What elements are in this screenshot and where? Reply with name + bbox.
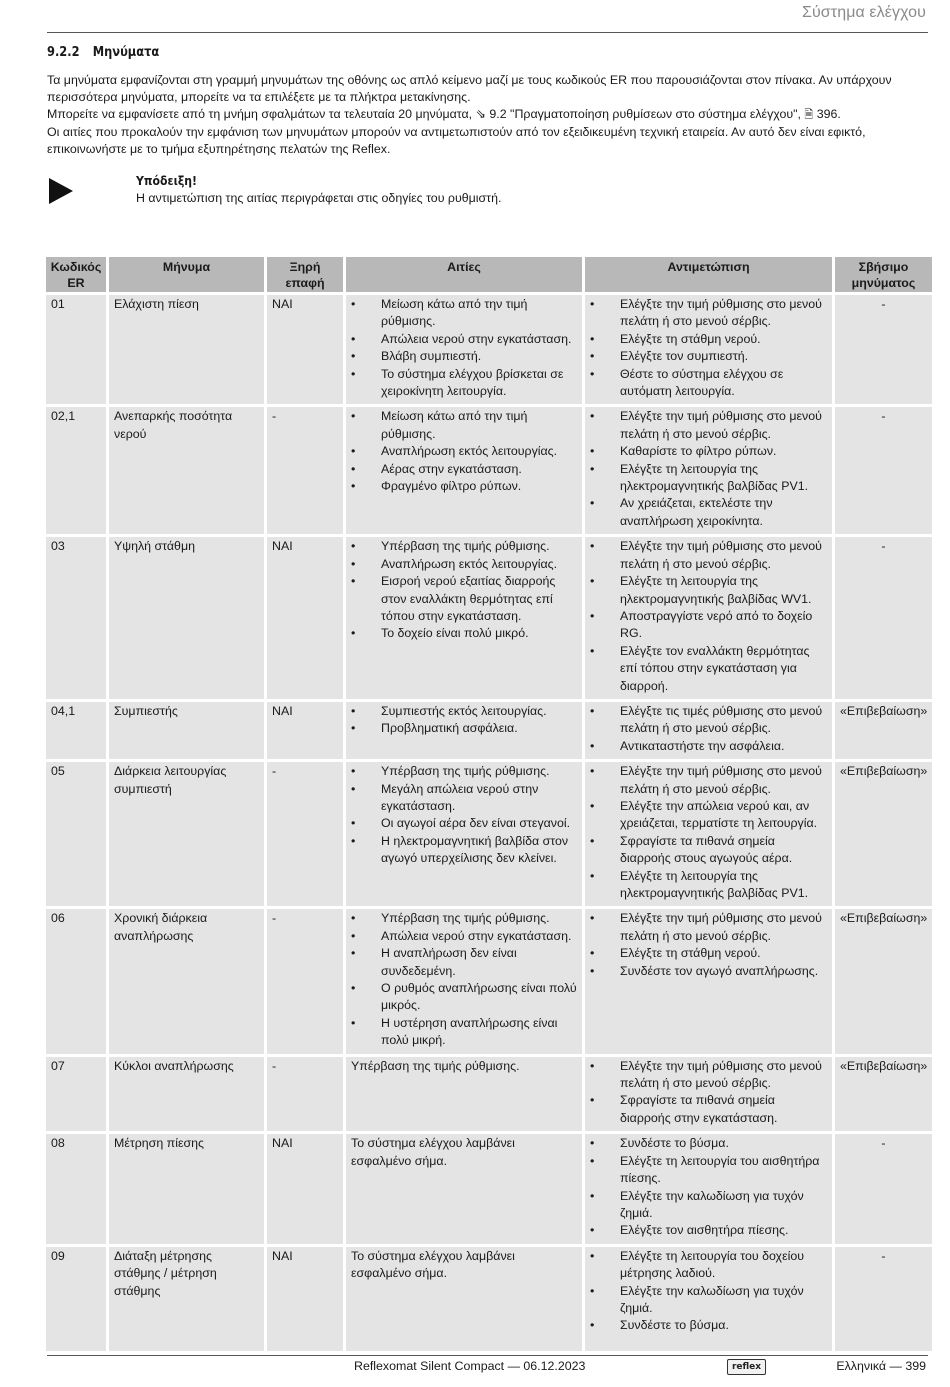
list-item: • Ελέγξτε τον αισθητήρα πίεσης.	[590, 1222, 827, 1239]
list-item: • Το δοχείο είναι πολύ μικρό.	[351, 625, 577, 642]
cell-message: Συμπιεστής	[109, 702, 264, 759]
cross-reference-icon: ⇘	[475, 107, 486, 121]
list-item: • Βλάβη συμπιεστή.	[351, 348, 577, 365]
cell-causes: Το σύστημα ελέγχου λαμβάνει εσφαλμένο σήμα.	[346, 1247, 582, 1351]
list-item: • Οι αγωγοί αέρα δεν είναι στεγανοί.	[351, 815, 577, 832]
cell-causes	[346, 702, 582, 759]
list-item: • Συνδέστε το βύσμα.	[590, 1317, 827, 1334]
intro-p2-text: Μπορείτε να εμφανίσετε από τη μνήμη σφαλμάτων τα τελευταία 20 μηνύματα,	[47, 107, 476, 121]
cell-clear: «Επιβεβαίωση»	[835, 702, 932, 759]
list-item: • Ο ρυθμός αναπλήρωσης είναι πολύ μικρός.	[351, 980, 577, 1015]
list-item: • Ελέγξτε τη λειτουργία της ηλεκτρομαγνητικής βαλβίδας PV1.	[590, 868, 827, 903]
list-item: • Αναπλήρωση εκτός λειτουργίας.	[351, 556, 577, 573]
list-item: • Ελέγξτε τη λειτουργία της ηλεκτρομαγνητικής βαλβίδας WV1.	[590, 573, 827, 608]
cell-clear: «Επιβεβαίωση»	[835, 762, 932, 906]
list-item: • Συμπιεστής εκτός λειτουργίας.	[351, 703, 577, 720]
cell-dry-contact: ΝΑΙ	[267, 702, 343, 759]
cell-dry-contact: -	[267, 407, 343, 534]
header-code: Κωδικός ER	[46, 257, 106, 292]
cell-clear: «Επιβεβαίωση»	[835, 909, 932, 1053]
list-item: • Ελέγξτε τη λειτουργία της ηλεκτρομαγνητικής βαλβίδας PV1.	[590, 461, 827, 496]
header-dry-contact: Ξηρή επαφή	[267, 257, 343, 292]
remedy-list	[590, 408, 827, 530]
causes-list	[351, 296, 577, 400]
cell-message: Χρονική διάρκεια αναπλήρωσης	[109, 909, 264, 1053]
remedy-list	[590, 296, 827, 400]
table-row	[46, 537, 932, 699]
section-number: 9.2.2	[47, 45, 80, 60]
table-row	[46, 407, 932, 534]
cell-causes	[346, 407, 582, 534]
cell-remedy	[585, 407, 832, 534]
header-message: Μήνυμα	[109, 257, 264, 292]
cell-causes	[346, 909, 582, 1053]
list-item: • Αναπλήρωση εκτός λειτουργίας.	[351, 443, 577, 460]
list-item: • Απώλεια νερού στην εγκατάσταση.	[351, 928, 577, 945]
cell-code: 05	[46, 762, 106, 906]
list-item: • Ελέγξτε την καλωδίωση για τυχόν ζημιά.	[590, 1283, 827, 1318]
intro-paragraph-3: Οι αιτίες που προκαλούν την εμφάνιση των μηνυμάτων μπορούν να αντιμετωπιστούν από τον εξειδικευμένη τεχνική εταιρεία. Αν αυτό δεν είναι εφικτό, επικοινωνήστε με το τμήμα εξυπηρέτησης πελατών της Reflex.	[47, 125, 866, 156]
cell-remedy	[585, 295, 832, 404]
list-item: • Υπέρβαση της τιμής ρύθμισης.	[351, 538, 577, 555]
note-title: Υπόδειξη!	[136, 173, 198, 188]
list-item: • Αν χρειάζεται, εκτελέστε την αναπλήρωση χειροκίνητα.	[590, 495, 827, 530]
cell-dry-contact: ΝΑΙ	[267, 1134, 343, 1243]
cell-remedy	[585, 762, 832, 906]
list-item: • Μείωση κάτω από την τιμή ρύθμισης.	[351, 296, 577, 331]
section-title: Μηνύματα	[92, 45, 160, 60]
intro-text	[47, 72, 928, 158]
cell-code: 09	[46, 1247, 106, 1351]
cell-remedy	[585, 702, 832, 759]
intro-paragraph-1: Τα μηνύματα εμφανίζονται στη γραμμή μηνυμάτων της οθόνης ως απλό κείμενο μαζί με τους κωδικούς ER που παρουσιάζονται στον πίνακα. Αν υπάρχουν περισσότερα μηνύματα, μπορείτε να τα επιλέξετε με τα πλήκτρα μετακίνησης.	[47, 73, 892, 104]
cell-clear: -	[835, 295, 932, 404]
cell-remedy	[585, 537, 832, 699]
list-item: • Ελέγξτε τη λειτουργία του αισθητήρα πίεσης.	[590, 1153, 827, 1188]
footer-divider	[47, 1355, 928, 1356]
list-item: • Ελέγξτε την απώλεια νερού και, αν χρειάζεται, τερματίστε τη λειτουργία.	[590, 798, 827, 833]
list-item: • Υπέρβαση της τιμής ρύθμισης.	[351, 763, 577, 780]
cell-message: Κύκλοι αναπλήρωσης	[109, 1057, 264, 1132]
cell-causes: Υπέρβαση της τιμής ρύθμισης.	[346, 1057, 582, 1132]
cell-dry-contact: ΝΑΙ	[267, 1247, 343, 1351]
list-item: • Συνδέστε τον αγωγό αναπλήρωσης.	[590, 963, 827, 980]
remedy-list	[590, 910, 827, 980]
remedy-list	[590, 1135, 827, 1239]
cell-dry-contact: ΝΑΙ	[267, 295, 343, 404]
cell-message: Ελάχιστη πίεση	[109, 295, 264, 404]
list-item: • Απώλεια νερού στην εγκατάσταση.	[351, 331, 577, 348]
intro-p2-sep: ,	[797, 107, 805, 121]
table-header-row	[46, 257, 932, 292]
causes-list	[351, 538, 577, 642]
list-item: • Ελέγξτε την τιμή ρύθμισης στο μενού πελάτη ή στο μενού σέρβις.	[590, 296, 827, 331]
list-item: • Σφραγίστε τα πιθανά σημεία διαρροής στην εγκατάσταση.	[590, 1092, 827, 1127]
cell-code: 04,1	[46, 702, 106, 759]
footer-page-number: Ελληνικά — 399	[836, 1359, 926, 1373]
list-item: • Ελέγξτε την καλωδίωση για τυχόν ζημιά.	[590, 1188, 827, 1223]
section-heading	[47, 45, 159, 60]
play-arrow-icon	[49, 178, 73, 204]
cell-code: 02,1	[46, 407, 106, 534]
list-item: • Αντικαταστήστε την ασφάλεια.	[590, 738, 827, 755]
list-item: • Ελέγξτε τη λειτουργία του δοχείου μέτρησης λαδιού.	[590, 1248, 827, 1283]
table-row	[46, 1134, 932, 1243]
cell-code: 08	[46, 1134, 106, 1243]
table-row	[46, 1057, 932, 1132]
footer-document-title: Reflexomat Silent Compact — 06.12.2023	[354, 1359, 586, 1373]
page-header-title: Σύστημα ελέγχου	[801, 4, 926, 21]
cell-clear: «Επιβεβαίωση»	[835, 1057, 932, 1132]
cell-dry-contact: -	[267, 909, 343, 1053]
page-reference[interactable]: 396.	[816, 107, 841, 121]
cell-code: 01	[46, 295, 106, 404]
cell-clear: -	[835, 537, 932, 699]
remedy-list	[590, 1248, 827, 1335]
list-item: • Ελέγξτε την τιμή ρύθμισης στο μενού πελάτη ή στο μενού σέρβις.	[590, 910, 827, 945]
list-item: • Θέστε το σύστημα ελέγχου σε αυτόματη λειτουργία.	[590, 366, 827, 401]
list-item: • Προβληματική ασφάλεια.	[351, 720, 577, 737]
cell-remedy	[585, 909, 832, 1053]
cell-clear: -	[835, 1134, 932, 1243]
cell-causes	[346, 537, 582, 699]
list-item: • Σφραγίστε τα πιθανά σημεία διαρροής στους αγωγούς αέρα.	[590, 833, 827, 868]
header-causes: Αιτίες	[346, 257, 582, 292]
remedy-list	[590, 763, 827, 902]
table-row	[46, 909, 932, 1053]
list-item: • Ελέγξτε τη στάθμη νερού.	[590, 331, 827, 348]
list-item: • Αέρας στην εγκατάσταση.	[351, 461, 577, 478]
list-item: • Η ηλεκτρομαγνητική βαλβίδα στον αγωγό υπερχείλισης δεν κλείνει.	[351, 833, 577, 868]
causes-list	[351, 703, 577, 738]
cell-clear: -	[835, 407, 932, 534]
list-item: • Ελέγξτε τον συμπιεστή.	[590, 348, 827, 365]
cell-causes	[346, 762, 582, 906]
table-row	[46, 762, 932, 906]
cell-clear: -	[835, 1247, 932, 1351]
header-remedy: Αντιμετώπιση	[585, 257, 832, 292]
cell-dry-contact: ΝΑΙ	[267, 537, 343, 699]
intro-paragraph-2	[47, 106, 928, 124]
list-item: • Υπέρβαση της τιμής ρύθμισης.	[351, 910, 577, 927]
list-item: • Καθαρίστε το φίλτρο ρύπων.	[590, 443, 827, 460]
cell-remedy	[585, 1247, 832, 1351]
cell-dry-contact: -	[267, 1057, 343, 1132]
cross-reference-link[interactable]: 9.2 "Πραγματοποίηση ρυθμίσεων στο σύστημα ελέγχου"	[489, 107, 798, 121]
causes-list	[351, 910, 577, 1049]
list-item: • Ελέγξτε την τιμή ρύθμισης στο μενού πελάτη ή στο μενού σέρβις.	[590, 1058, 827, 1093]
causes-list	[351, 408, 577, 495]
page-reference-icon: 🗎	[804, 109, 814, 121]
remedy-list	[590, 703, 827, 755]
cell-message: Διάταξη μέτρησης στάθμης / μέτρηση στάθμης	[109, 1247, 264, 1351]
list-item: • Εισροή νερού εξαιτίας διαρροής στον εναλλάκτη θερμότητας επί τόπου στην εγκατάσταση.	[351, 573, 577, 625]
table-row	[46, 1247, 932, 1351]
error-messages-table	[43, 254, 935, 1354]
list-item: • Συνδέστε το βύσμα.	[590, 1135, 827, 1152]
header-divider	[47, 32, 928, 33]
note-text: Η αντιμετώπιση της αιτίας περιγράφεται στις οδηγίες του ρυθμιστή.	[136, 191, 502, 205]
table-row	[46, 702, 932, 759]
cell-remedy	[585, 1057, 832, 1132]
cell-causes: Το σύστημα ελέγχου λαμβάνει εσφαλμένο σήμα.	[346, 1134, 582, 1243]
list-item: • Το σύστημα ελέγχου βρίσκεται σε χειροκίνητη λειτουργία.	[351, 366, 577, 401]
causes-list	[351, 763, 577, 867]
cell-message: Ανεπαρκής ποσότητα νερού	[109, 407, 264, 534]
list-item: • Φραγμένο φίλτρο ρύπων.	[351, 478, 577, 495]
cell-dry-contact: -	[267, 762, 343, 906]
list-item: • Ελέγξτε την τιμή ρύθμισης στο μενού πελάτη ή στο μενού σέρβις.	[590, 763, 827, 798]
cell-message: Μέτρηση πίεσης	[109, 1134, 264, 1243]
list-item: • Ελέγξτε τις τιμές ρύθμισης στο μενού πελάτη ή στο μενού σέρβις.	[590, 703, 827, 738]
list-item: • Ελέγξτε την τιμή ρύθμισης στο μενού πελάτη ή στο μενού σέρβις.	[590, 408, 827, 443]
list-item: • Η αναπλήρωση δεν είναι συνδεδεμένη.	[351, 945, 577, 980]
cell-causes	[346, 295, 582, 404]
header-clear: Σβήσιμο μηνύματος	[835, 257, 932, 292]
list-item: • Μεγάλη απώλεια νερού στην εγκατάσταση.	[351, 781, 577, 816]
list-item: • Ελέγξτε τον εναλλάκτη θερμότητας επί τόπου στην εγκατάσταση για διαρροή.	[590, 643, 827, 695]
remedy-list	[590, 538, 827, 695]
remedy-list	[590, 1058, 827, 1128]
list-item: • Αποστραγγίστε νερό από το δοχείο RG.	[590, 608, 827, 643]
list-item: • Η υστέρηση αναπλήρωσης είναι πολύ μικρή.	[351, 1015, 577, 1050]
cell-code: 03	[46, 537, 106, 699]
table-row	[46, 295, 932, 404]
cell-message: Διάρκεια λειτουργίας συμπιεστή	[109, 762, 264, 906]
list-item: • Ελέγξτε τη στάθμη νερού.	[590, 945, 827, 962]
cell-remedy	[585, 1134, 832, 1243]
cell-code: 07	[46, 1057, 106, 1132]
list-item: • Ελέγξτε την τιμή ρύθμισης στο μενού πελάτη ή στο μενού σέρβις.	[590, 538, 827, 573]
cell-message: Υψηλή στάθμη	[109, 537, 264, 699]
list-item: • Μείωση κάτω από την τιμή ρύθμισης.	[351, 408, 577, 443]
cell-code: 06	[46, 909, 106, 1053]
reflex-logo: reflex	[727, 1359, 766, 1375]
